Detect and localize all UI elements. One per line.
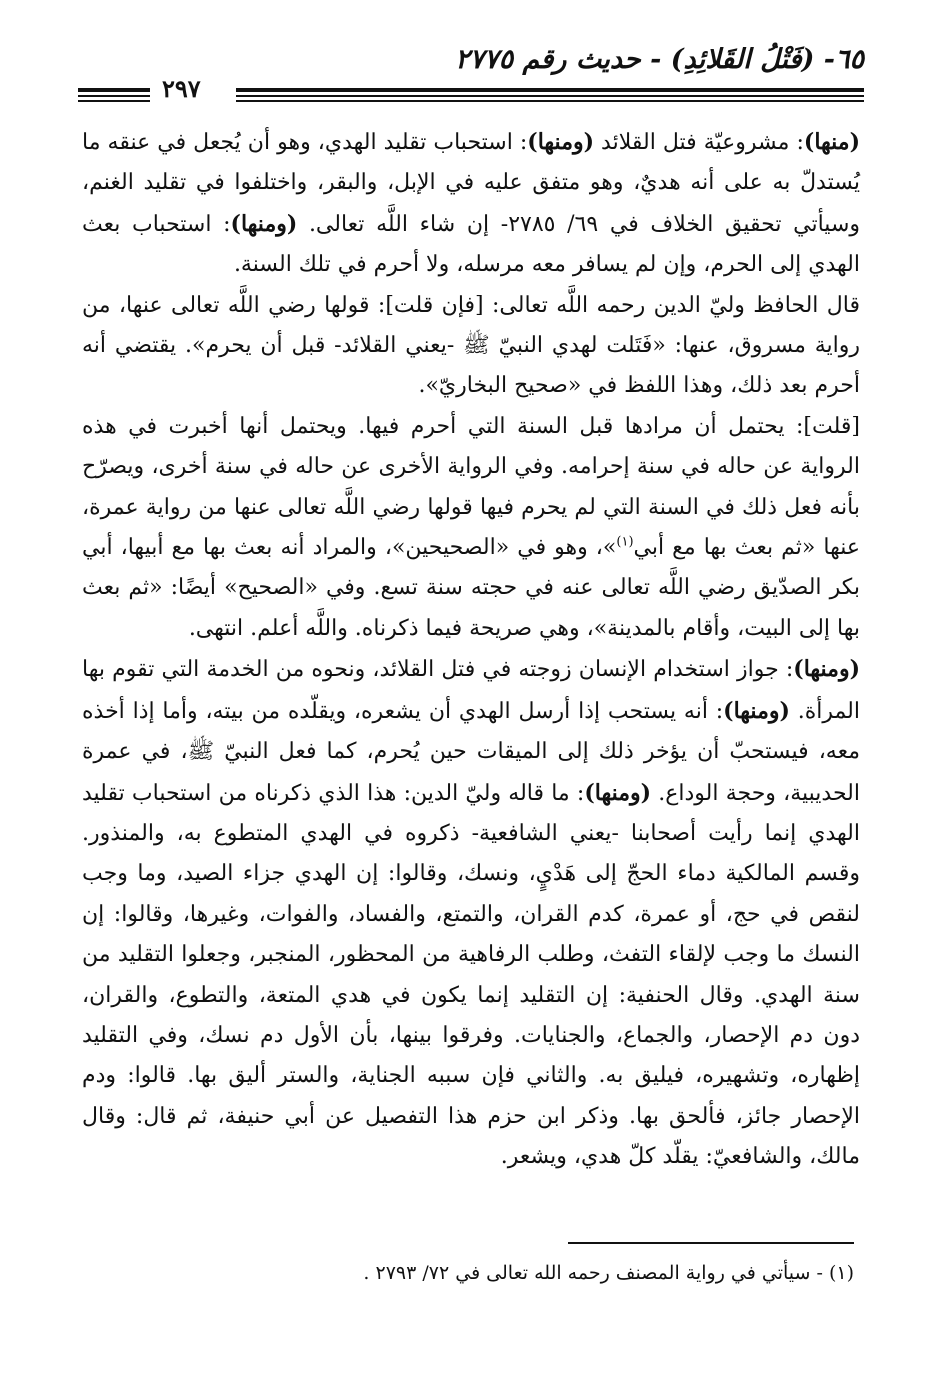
paragraph-hafiz-quote: قال الحافظ وليّ الدين رحمه اللَّه تعالى: [فإن قلت]: قولها رضي اللَّه تعالى عنها، من رواية مسروق، عنها: «فَتَلت لهدي النبيّ ﷺ -يعني القلائد- قبل أن يحرم». يقتضي أنه أحرم بعد ذلك، وهذا اللفظ في «صحيح البخاريّ». (82, 292, 860, 399)
paragraph-benefits-1 (82, 122, 860, 286)
benefit-marker: (ومنها) (793, 656, 860, 683)
footnote-reference[interactable]: (١) (616, 534, 634, 550)
paragraph-text: »، وهو في «الصحيحين»، والمراد أنه بعث بها مع أبيها، أبي بكر الصدّيق رضي اللَّه تعالى عنه في حجته سنة تسع. وفي «الصحيح» أيضًا: «ثم بعث بها إلى البيت، وأقام بالمدينة»، وهي صريحة فيما ذكرناه. واللَّه أعلم. انتهى. (82, 535, 860, 641)
benefit-marker: (ومنها) (723, 697, 790, 724)
paragraph-text: : استحباب تقليد الهدي، وهو أن يُجعل في عنقه ما يُستدلّ به على أنه هديٌ، وهو متفق عليه في الإبل، والبقر، واختلفوا في تقليد الغنم، وسيأتي تحقيق الخلاف في ٦٩/ ٢٧٨٥- إن شاء اللَّه تعالى. (82, 130, 861, 237)
page-number-rule (78, 95, 150, 97)
paragraph-text: : ما قاله وليّ الدين: هذا الذي ذكرناه من استحباب تقليد الهدي إنما رأيت أصحابنا -يعني الشافعية- ذكروه في الهدي المتطوع به، والمنذور. وقسم المالكية دماء الحجّ إلى هَدْيٍ، ونسك، وقالوا: إن الهدي جزاء الصيد، وما وجب لنقص في حج، أو عمرة، كدم القران، والتمتع، والفساد، والفوات، وغيرها، وقالوا: إن النسك ما وجب لإلقاء التفث، وطلب الرفاهية من المحظور، المنجبر، وجعلوا التقليد من سنة الهدي. وقال الحنفية: إن التقليد إنما يكون في هدي المتعة، والتطوع، والقران، دون دم الإحصار، والجماع، والجنايات. وفرقوا بينها، بأن الأول دم نسك، وفي التقليد إظهاره، وتشهيره، فيليق به. والثاني فإن سببه الجناية، والستر أليق بها. قالوا: ودم الإحصار جائز، فألحق بها. وذكر ابن حزم هذا التفصيل عن أبي حنيفة، ثم قال: وقال مالك، والشافعيّ: يقلّد كلّ هدي، ويشعر. (82, 780, 860, 1170)
body-text (82, 122, 860, 1178)
benefit-marker: (ومنها) (584, 779, 652, 806)
header-rule (236, 95, 864, 97)
paragraph-text: [قلت]: يحتمل أن مرادها قبل السنة التي أحرم فيها. ويحتمل أنها أخبرت في هذه الرواية عن حاله في سنة إحرامه. وفي الرواية الأخرى عن حاله في سنة أخرى، ويصرّح بأنه فعل ذلك في السنة التي لم يحرم فيها قولها رضي اللَّه تعالى عنها من رواية عمرة، عنها «ثم بعث بها مع أبي (82, 413, 861, 561)
header-rule (236, 100, 864, 102)
paragraph-answer (82, 407, 860, 649)
benefit-marker: (ومنها) (527, 129, 595, 155)
page-number: ٢٩٧ (162, 74, 201, 103)
benefit-marker: (ومنها) (230, 210, 298, 237)
paragraph-text: : أنه يستحب إذا أرسل الهدي أن يشعره، ويقلّده من بيته، وأما إذا أخذه معه، فيستحبّ أن يؤخر ذلك إلى الميقات حين يُحرم، كما فعل النبيّ ﷺ، في عمرة الحديبية، وحجة الوداع. (82, 698, 860, 806)
page-number-rule (78, 100, 150, 102)
chapter-title: ٦٥- (فَتْلُ القَلائِدِ) - حديث رقم ٢٧٧٥ (455, 44, 864, 75)
footnote-divider (568, 1242, 854, 1244)
benefit-marker: (منها) (803, 129, 860, 155)
footnote: (١) - سيأتي في رواية المصنف رحمه الله تعالى في ٧٢/ ٢٧٩٣ . (363, 1262, 854, 1284)
paragraph-text: : مشروعيّة فتل القلائد (594, 130, 804, 155)
paragraph-text: : استحباب بعث الهدي إلى الحرم، وإن لم يسافر معه مرسله، ولا أحرم في تلك السنة. (82, 211, 860, 278)
page-number-rule (78, 88, 150, 92)
paragraph-benefits-2 (82, 649, 860, 1177)
header-rule (236, 88, 864, 92)
paragraph-text: : جواز استخدام الإنسان زوجته في فتل القلائد، ونحوه من الخدمة التي تقوم بها المرأة. (82, 657, 860, 724)
running-header (78, 44, 864, 106)
